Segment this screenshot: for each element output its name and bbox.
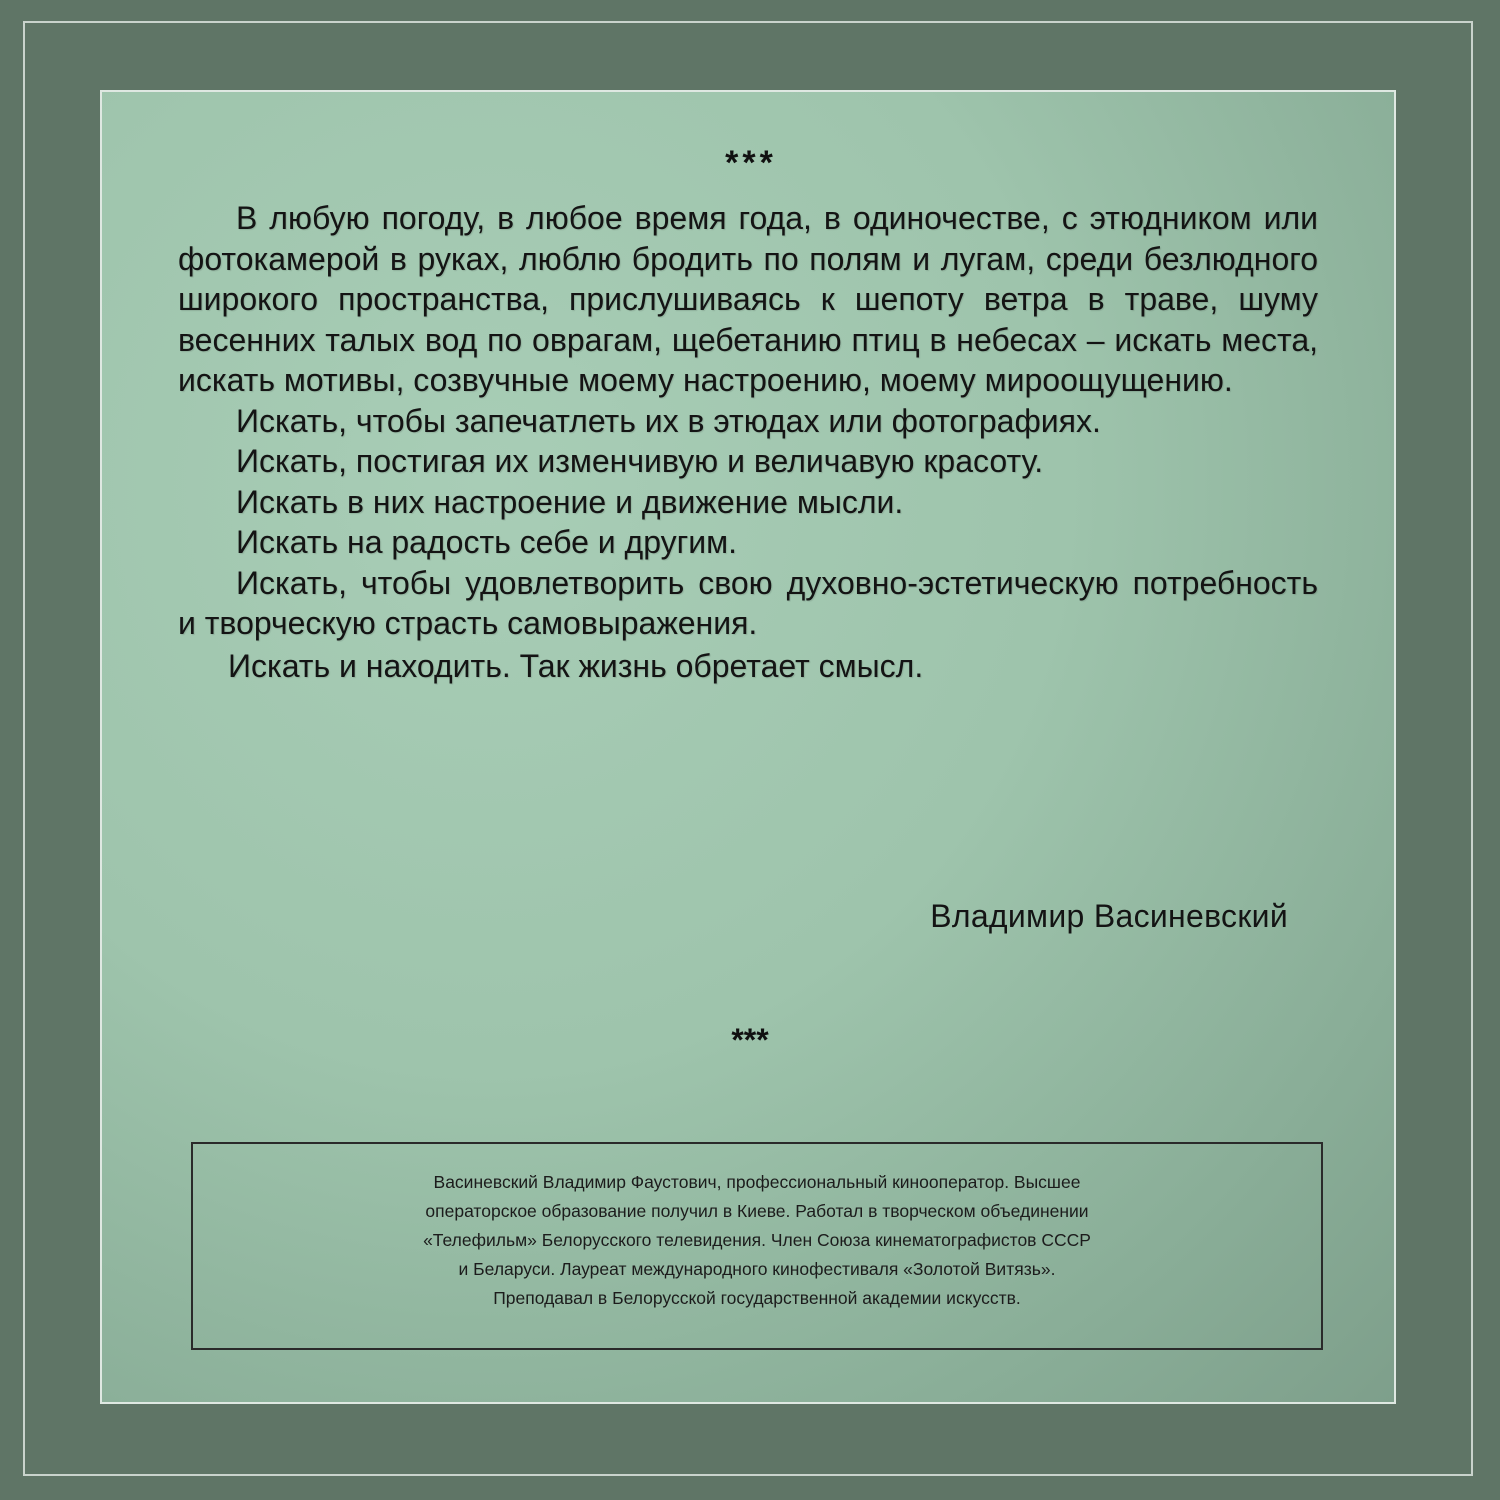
bottom-ornament: *** <box>731 1022 769 1058</box>
paragraph-6: Искать, чтобы удовлетворить свою духовно-эстетическую потребность и творческую страсть самовыражения. <box>178 564 1318 641</box>
text-page <box>100 90 1396 1404</box>
paragraph-3: Искать, постигая их изменчивую и величавую красоту. <box>236 443 1044 479</box>
bio-line: Преподавал в Белорусской государственной академии искусств. <box>493 1288 1021 1308</box>
author-signature: Владимир Васиневский <box>930 898 1288 934</box>
essay-text <box>178 198 1318 686</box>
bio-line: операторское образование получил в Киеве. Работал в творческом объединении <box>425 1201 1089 1221</box>
author-bio-text <box>193 1168 1321 1313</box>
bio-line: и Беларуси. Лауреат международного кинофестиваля «Золотой Витязь». <box>458 1259 1056 1279</box>
bio-line: «Телефильм» Белорусского телевидения. Член Союза кинематографистов СССР <box>423 1230 1091 1250</box>
top-ornament: *** <box>725 144 777 182</box>
paragraph-7: Искать и находить. Так жизнь обретает смысл. <box>228 647 924 684</box>
paragraph-2: Искать, чтобы запечатлеть их в этюдах или фотографиях. <box>236 402 1101 439</box>
paragraph-4: Искать в них настроение и движение мысли. <box>236 483 904 520</box>
paragraph-5: Искать на радость себе и другим. <box>236 524 738 560</box>
paragraph-1: В любую погоду, в любое время года, в одиночестве, с этюдником или фотокамерой в руках, люблю бродить по полям и лугам, среди безлюдного широкого пространства, прислушиваясь к шепоту ветра в траве, шуму весенних талых вод по оврагам, щебетанию птиц в небесах – искать места, искать мотивы, созвучные моему настроению, моему мироощущению. <box>178 200 1318 398</box>
bio-line: Васиневский Владимир Фаустович, профессиональный кинооператор. Высшее <box>433 1172 1081 1192</box>
author-bio-box <box>191 1142 1323 1350</box>
